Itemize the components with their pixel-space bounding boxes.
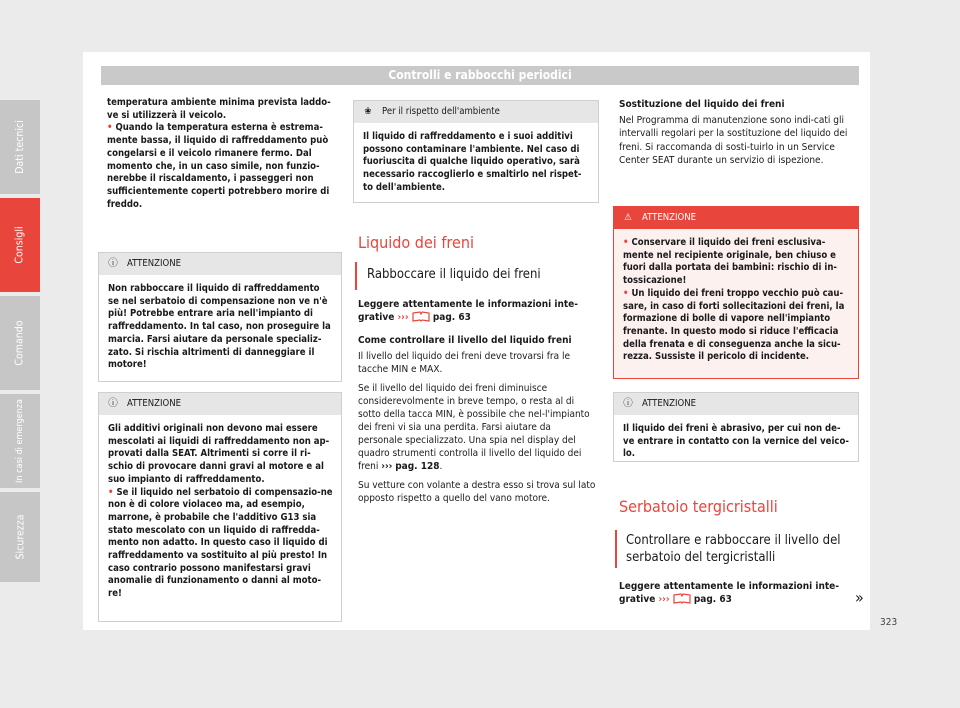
warning-text: • Conservare il liquido dei freni esclusiva-mente nel recipiente originale, ben chiuso e fuori dalla portata dei bambini: rischio di in-tossicazione! • Un liquido dei freni troppo vecchio può cau-sare, in caso di forti sollecitazioni dei freni, la formazione di bolle di vapore nell'impianto frenante. In questo modo si riduce l'efficacia della frenata e di conseguenza anche la sicu-rezza. Sussiste il pericolo di incidente. <box>623 237 845 363</box>
page-link[interactable]: pag. 63 <box>693 594 732 605</box>
subsection-rule <box>355 262 357 290</box>
tab-dati-tecnici[interactable]: Dati tecnici <box>0 100 40 194</box>
bullet-icon: • <box>623 287 629 299</box>
warning-box-1 <box>98 252 342 382</box>
warning-box-4 <box>613 392 859 462</box>
book-icon <box>673 593 691 608</box>
warning-header: ⓘ ATTENZIONE <box>99 253 341 275</box>
subsection-rule <box>615 530 617 568</box>
subsection-title: Controllare e rabboccare il livello del serbatoio del tergicristalli <box>626 533 841 565</box>
continue-icon: » <box>855 588 864 607</box>
page-link[interactable]: pag. 63 <box>432 312 471 323</box>
warning-text: Non rabboccare il liquido di raffreddamento se nel serbatoio di compensazione non ve n'è più! Potrebbe entrare aria nell'impianto di raffreddamento. In tal caso, non proseguire la marcia. Farsi aiutare da personale specializ-zato. Si rischia altrimenti di danneggiare il motore! <box>108 283 331 371</box>
leaf-icon: ❀ <box>364 106 372 117</box>
page-link[interactable]: pag. 128 <box>395 461 440 472</box>
tab-emergenza[interactable]: In casi di emergenza <box>0 394 40 488</box>
arrow-ref: ››› <box>658 594 670 605</box>
page-header: Controlli e rabbocchi periodici <box>101 66 859 85</box>
warning-box-2 <box>98 392 342 622</box>
environment-text: Il liquido di raffreddamento e i suoi additivi possono contaminare l'ambiente. Nel caso di fuoriuscita di qualche liquido operativo, sarà necessario raccoglierlo e smaltirlo nel rispet-to dell'ambiente. <box>363 131 582 193</box>
bullet-icon: • <box>108 486 114 498</box>
col1-intro: temperatura ambiente minima prevista laddo-ve si utilizzerà il veicolo. • Quando la temperatura esterna è estrema-mente bassa, il liquido di raffreddamento può congelarsi e il veicolo rimanere fermo. Dal momento che, in un caso simile, non funzio-nerebbe il riscaldamento, i passeggeri non sufficientemente coperti potrebbero morire di freddo. <box>107 97 331 210</box>
col3-intro: Sostituzione del liquido dei freni Nel Programma di manutenzione sono indi-cati gli intervalli regolari per la sostituzione del liquido dei freni. Si raccomanda di sosti-tuirlo in un Service Center SEAT durante un servizio di ispezione. <box>619 99 848 166</box>
tab-sicurezza[interactable]: Sicurezza <box>0 492 40 582</box>
arrow-ref: ››› <box>397 312 409 323</box>
tab-comando[interactable]: Comando <box>0 296 40 390</box>
section-title-washer: Serbatoio tergicristalli <box>619 497 778 516</box>
col3-read: Leggere attentamente le informazioni inte-grative ››› pag. 63 <box>619 580 857 608</box>
bullet-icon: • <box>107 122 113 134</box>
tab-consigli[interactable]: Consigli <box>0 198 40 292</box>
environment-header: ❀ Per il rispetto dell'ambiente <box>354 101 598 123</box>
warning-header: ⓘ ATTENZIONE <box>614 393 858 415</box>
info-circle-icon: ⓘ <box>108 258 118 269</box>
environment-box <box>353 100 599 203</box>
warning-text: Gli additivi originali non devono mai essere mescolati ai liquidi di raffreddamento non ap-provati dalla SEAT. Altrimenti si corre il ri-schio di provocare danni gravi al motore e al suo impianto di raffreddamento. • Se il liquido nel serbatoio di compensazio-ne non è di colore violaceo ma, ad esempio, marrone, è probabile che l'additivo G13 sia stato mescolato con un liquido di raffredda-mento non adatto. In questo caso il liquido di raffreddamento va sostituito al più presto! In caso contrario possono manifestarsi gravi anomalie di funzionamento o danni al moto-re! <box>108 423 333 600</box>
info-circle-icon: ⓘ <box>108 398 118 409</box>
section-title-brake-fluid: Liquido dei freni <box>358 233 474 252</box>
info-circle-icon: ⓘ <box>623 398 633 409</box>
warning-box-3 <box>613 206 859 379</box>
page-number: 323 <box>880 617 898 628</box>
warning-text: Il liquido dei freni è abrasivo, per cui non de-ve entrare in contatto con la vernice del veico-lo. <box>623 423 849 460</box>
warning-header: ⓘ ATTENZIONE <box>99 393 341 415</box>
bullet-icon: • <box>623 237 629 248</box>
col2-body: Leggere attentamente le informazioni inte-grative ››› pag. 63 Come controllare il livello del liquido freni Il livello del liquido dei freni deve trovarsi fra le tacche MIN e MAX. Se il livello del liquido dei freni diminuisce considerevolmente in breve tempo, o resta al di sotto della tacca MIN, è possibile che nel-l'impianto dei freni vi sia una perdita. Farsi aiutare da personale specializzato. Una spia nel display del quadro strumenti controlla il livello del liquido dei freni ››› pag. 128. Su vetture con volante a destra esso si trova sul lato opposto rispetto a quello del vano motore. <box>358 299 596 504</box>
warning-header: ⚠ ATTENZIONE <box>614 207 858 229</box>
warning-triangle-icon: ⚠ <box>624 212 632 223</box>
subsection-title: Rabboccare il liquido dei freni <box>367 267 541 282</box>
book-icon <box>412 311 430 326</box>
